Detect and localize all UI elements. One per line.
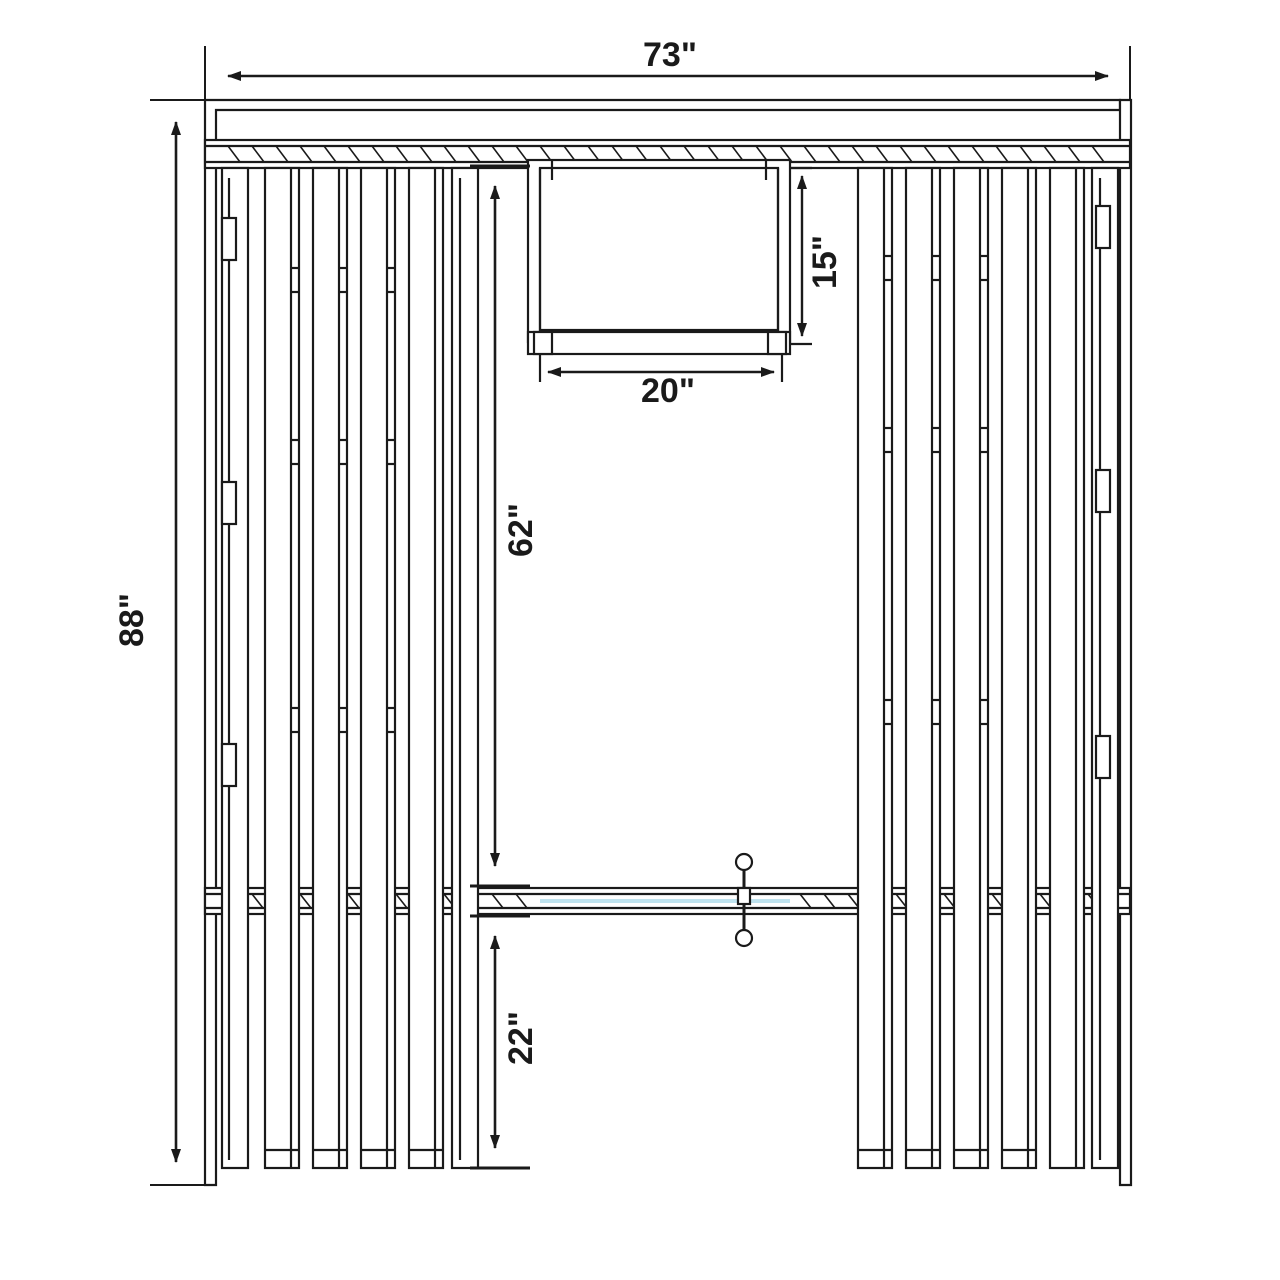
door-handle[interactable]	[736, 854, 752, 946]
label-door-upper-height: 62"	[502, 503, 540, 557]
label-window-height: 15"	[806, 235, 844, 289]
label-overall-width: 73"	[643, 36, 697, 74]
label-door-lower-height: 22"	[502, 1011, 540, 1065]
right-corner-post	[1120, 100, 1131, 1185]
label-overall-height: 88"	[113, 593, 151, 647]
window-opening	[528, 160, 790, 354]
left-vertical-slat-group	[222, 168, 478, 1168]
right-vertical-slat-group	[858, 168, 1118, 1168]
label-window-width: 20"	[641, 372, 695, 410]
